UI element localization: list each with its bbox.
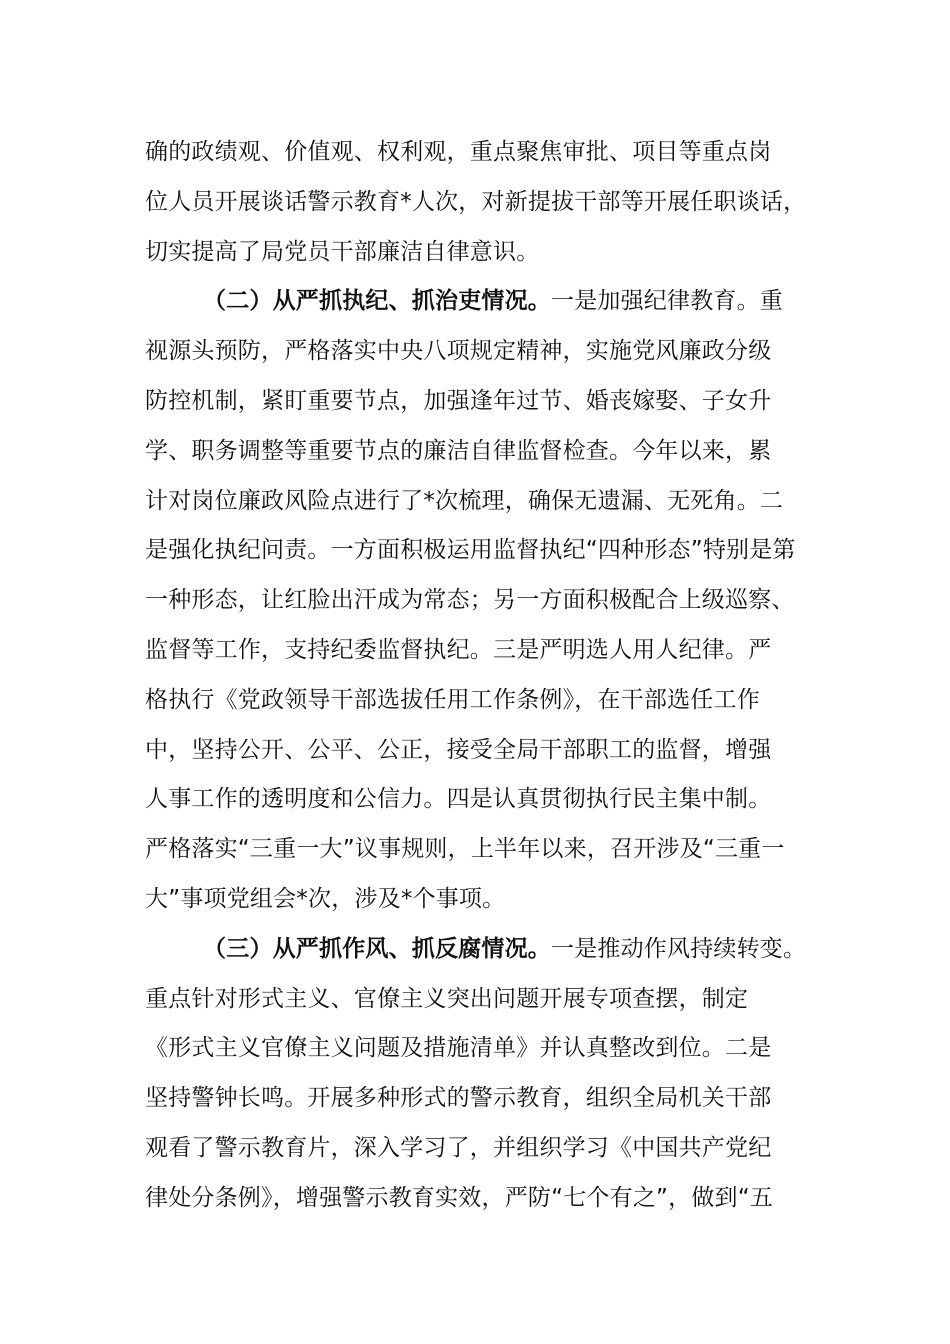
text-span: 一是加强纪律教育。重 xyxy=(551,288,783,315)
text-line: 监督等工作，支持纪委监督执纪。三是严明选人用人纪律。严 xyxy=(145,636,772,663)
text-line: 计对岗位廉政风险点进行了*次梳理，确保无遗漏、无死角。二 xyxy=(145,487,784,514)
section-heading-line xyxy=(145,277,835,327)
text-line: 大”事项党组会*次，涉及*个事项。 xyxy=(145,885,506,912)
text-line: 中，坚持公开、公平、公正，接受全局干部职工的监督，增强 xyxy=(145,736,772,763)
body-text xyxy=(145,128,835,1224)
text-line: 一种形态，让红脸出汗成为常态；另一方面积极配合上级巡察、 xyxy=(145,587,795,614)
text-line: 确的政绩观、价值观、权利观，重点聚焦审批、项目等重点岗 xyxy=(145,139,772,165)
text-line: 防控机制，紧盯重要节点，加强逢年过节、婚丧嫁娶、子女升 xyxy=(145,387,772,414)
text-line: 严格落实“三重一大”议事规则，上半年以来，召开涉及“三重一 xyxy=(145,836,785,863)
text-line: 人事工作的透明度和公信力。四是认真贯彻执行民主集中制。 xyxy=(145,786,772,813)
section-heading: （三）从严抓作风、抓反腐情况。 xyxy=(203,935,551,962)
section-heading: （二）从严抓执纪、抓治吏情况。 xyxy=(203,288,551,315)
text-line: 律处分条例》，增强警示教育实效，严防“七个有之”，做到“五 xyxy=(145,1184,774,1211)
text-line: 位人员开展谈话警示教育*人次，对新提拔干部等开展任职谈话， xyxy=(145,188,807,215)
section-heading-line xyxy=(145,925,835,975)
text-span: 一是推动作风持续转变。 xyxy=(551,935,807,962)
text-line: 《形式主义官僚主义问题及措施清单》并认真整改到位。二是 xyxy=(145,1035,772,1062)
text-line: 切实提高了局党员干部廉洁自律意识。 xyxy=(145,238,540,265)
text-line: 重点针对形式主义、官僚主义突出问题开展专项查摆，制定 xyxy=(145,985,749,1012)
text-line: 格执行《党政领导干部选拔任用工作条例》，在干部选任工作 xyxy=(145,686,760,713)
text-line: 学、职务调整等重要节点的廉洁自律监督检查。今年以来，累 xyxy=(145,437,772,464)
text-line: 视源头预防，严格落实中央八项规定精神，实施党风廉政分级 xyxy=(145,338,772,365)
text-line: 是强化执纪问责。一方面积极运用监督执纪“四种形态”特别是第 xyxy=(145,537,796,564)
text-line: 观看了警示教育片，深入学习了，并组织学习《中国共产党纪 xyxy=(145,1134,772,1161)
text-line: 坚持警钟长鸣。开展多种形式的警示教育，组织全局机关干部 xyxy=(145,1085,772,1112)
